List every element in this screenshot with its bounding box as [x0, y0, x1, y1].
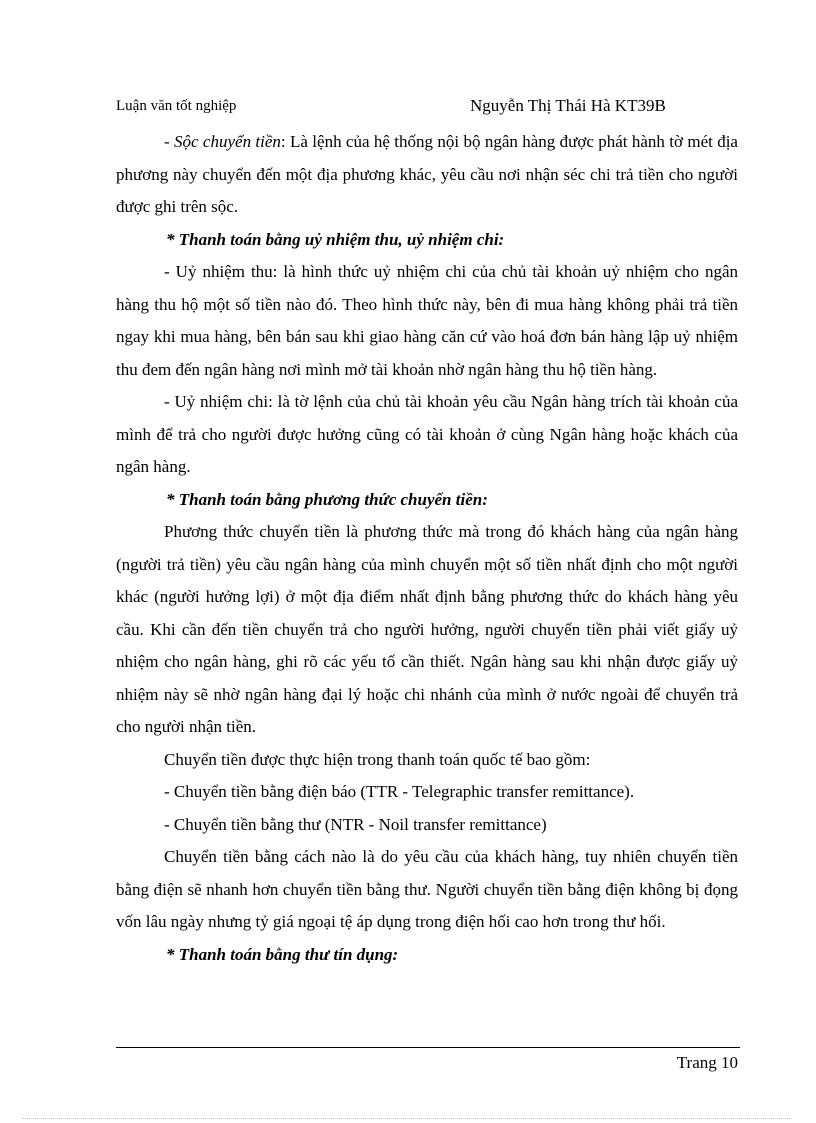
section-heading: * Thanh toán bằng uỷ nhiệm thu, uỷ nhiệm chi:	[166, 229, 505, 249]
header-author: Nguyễn Thị Thái Hà KT39B	[470, 96, 666, 115]
paragraph-soc-chuyen-tien	[116, 126, 738, 224]
page-bottom-border	[22, 1118, 792, 1119]
footer-divider	[116, 1047, 740, 1048]
page-number: Trang 10	[676, 1053, 738, 1072]
document-body	[116, 126, 738, 971]
paragraph-text: : Là lệnh của hệ thống nội bộ ngân hàng được phát hành tờ mét địa phương này chuyển đến một địa phương khác, yêu cầu nơi nhận séc chi trả tiền cho người được ghi trên sộc.	[116, 132, 738, 216]
section-heading: * Thanh toán bằng phương thức chuyển tiền:	[166, 489, 488, 509]
term-soc-chuyen-tien: - Sộc chuyển tiền	[164, 132, 281, 151]
paragraph: - Uỷ nhiệm thu: là hình thức uỷ nhiệm chi của chủ tài khoản uỷ nhiệm cho ngân hàng thu hộ một số tiền nào đó. Theo hình thức này, bên đi mua hàng không phải trả tiền ngay khi mua hàng, bên bán sau khi giao hàng căn cứ vào hoá đơn bán hàng lập uỷ nhiệm thu đem đến ngân hàng nơi mình mở tài khoản nhờ ngân hàng thu hộ tiền hàng.	[116, 262, 738, 379]
list-item: - Chuyển tiền bằng điện báo (TTR - Telegraphic transfer remittance).	[164, 782, 635, 801]
header-thesis-label: Luận văn tốt nghiệp	[116, 98, 237, 114]
paragraph: Chuyển tiền được thực hiện trong thanh toán quốc tế bao gồm:	[164, 749, 591, 769]
list-item: - Chuyển tiền bằng thư (NTR - Noil transfer remittance)	[164, 814, 547, 834]
section-heading: * Thanh toán bằng thư tín dụng:	[166, 944, 399, 964]
paragraph: Phương thức chuyển tiền là phương thức mà trong đó khách hàng của ngân hàng (người trả tiền) yêu cầu ngân hàng của mình chuyển một số tiền nhất định cho một người khác (người hưởng lợi) ở một địa điểm nhất định bằng phương thức do khách hàng yêu cầu. Khi cần đến tiền chuyển trả cho người hưởng, người chuyển tiền phải viết giấy uỷ nhiệm cho ngân hàng, ghi rõ các yếu tố cần thiết. Ngân hàng sau khi nhận được giấy uỷ nhiệm này sẽ nhờ ngân hàng đại lý hoặc chi nhánh của mình ở nước ngoài để chuyển trả cho người nhận tiền.	[116, 522, 738, 736]
paragraph: - Uỷ nhiệm chi: là tờ lệnh của chủ tài khoản yêu cầu Ngân hàng trích tài khoản của mình để trả cho người được hưởng cũng có tài khoản ở cùng Ngân hàng hoặc khách của ngân hàng.	[116, 392, 738, 476]
paragraph: Chuyển tiền bằng cách nào là do yêu cầu của khách hàng, tuy nhiên chuyển tiền bằng điện sẽ nhanh hơn chuyển tiền bằng thư. Người chuyển tiền bằng điện không bị đọng vốn lâu ngày nhưng tỷ giá ngoại tệ áp dụng trong điện hối cao hơn trong thư hối.	[116, 847, 738, 931]
